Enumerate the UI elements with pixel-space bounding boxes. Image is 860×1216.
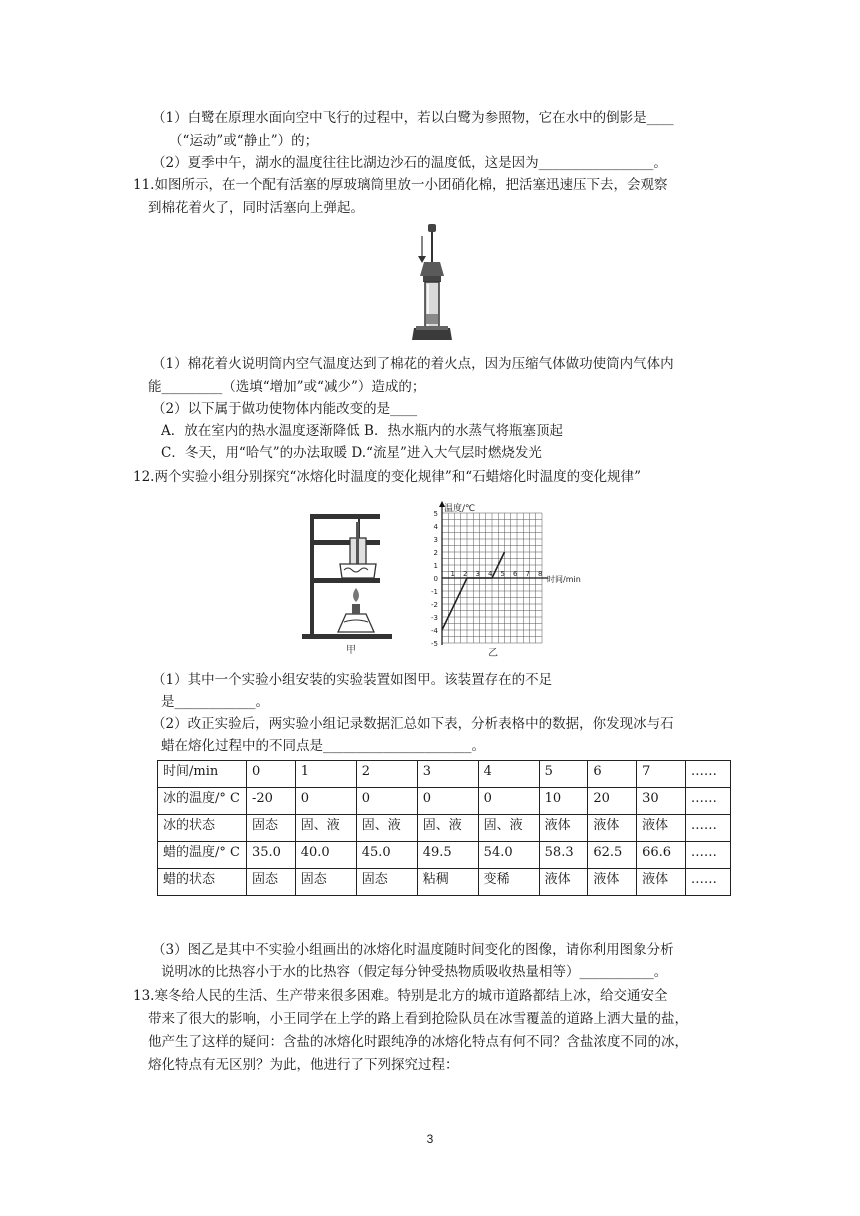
x-tick-label: 2 bbox=[463, 570, 468, 578]
table-cell: 粘稠 bbox=[417, 869, 478, 896]
table-row bbox=[158, 842, 731, 869]
table-cell: 1 bbox=[295, 761, 356, 788]
table-cell: 4 bbox=[478, 761, 539, 788]
table-cell: 时间/min bbox=[158, 761, 247, 788]
q10-part2: （2）夏季中午，湖水的温度往往比湖边沙石的温度低，这是因为_________________。 bbox=[152, 155, 667, 171]
table-cell: 固态 bbox=[356, 869, 417, 896]
table-cell: 液体 bbox=[637, 815, 686, 842]
table-row bbox=[158, 815, 731, 842]
y-tick-label: 1 bbox=[433, 562, 438, 570]
table-cell: 35.0 bbox=[247, 842, 296, 869]
x-tick-label: 8 bbox=[538, 570, 543, 578]
table-cell: 冰的温度/° C bbox=[158, 788, 247, 815]
y-tick-label: 2 bbox=[433, 549, 438, 557]
q11-stem-line2: 到棉花着火了，同时活塞向上弹起。 bbox=[148, 200, 364, 216]
q11-options-cd: C．冬天，用“哈气”的办法取暖 D.“流星”进入大气层时燃烧发光 bbox=[161, 445, 542, 461]
table-cell: 液体 bbox=[637, 869, 686, 896]
table-cell: 45.0 bbox=[356, 842, 417, 869]
table-cell: 0 bbox=[295, 788, 356, 815]
apparatus-figure-jia bbox=[300, 510, 400, 656]
table-cell: 40.0 bbox=[295, 842, 356, 869]
table-cell: 0 bbox=[417, 788, 478, 815]
table-cell: 蜡的温度/° C bbox=[158, 842, 247, 869]
table-cell: 66.6 bbox=[637, 842, 686, 869]
q11-part1-line2: 能_________（选填“增加”或“减少”）造成的； bbox=[148, 379, 426, 395]
q12-part1-line2: 是____________。 bbox=[161, 694, 269, 710]
y-tick-label: 3 bbox=[433, 536, 438, 544]
x-tick-label: 3 bbox=[475, 570, 480, 578]
q12-stem: 12.两个实验小组分别探究“冰熔化时温度的变化规律”和“石蜡熔化时温度的变化规律” bbox=[133, 469, 642, 485]
q12-part1-line1: （1）其中一个实验小组安装的实验装置如图甲。该装置存在的不足 bbox=[152, 672, 553, 688]
q12-part2-line1: （2）改正实验后，两实验小组记录数据汇总如下表，分析表格中的数据，你发现冰与石 bbox=[152, 716, 674, 732]
ice-melting-graph-yi bbox=[420, 500, 581, 660]
table-cell: …… bbox=[685, 869, 730, 896]
x-tick-label: 7 bbox=[525, 570, 530, 578]
table-cell: 液体 bbox=[539, 815, 588, 842]
table-cell: 20 bbox=[588, 788, 637, 815]
table-cell: …… bbox=[685, 788, 730, 815]
x-tick-label: 5 bbox=[500, 570, 505, 578]
jia-label: 甲 bbox=[346, 645, 356, 656]
table-cell: …… bbox=[685, 815, 730, 842]
page-number: 3 bbox=[426, 1132, 434, 1146]
table-cell: 固态 bbox=[295, 869, 356, 896]
table-cell: 49.5 bbox=[417, 842, 478, 869]
q13-line3: 他产生了这样的疑问：含盐的冰熔化时跟纯净的冰熔化特点有何不同？含盐浓度不同的冰， bbox=[148, 1034, 688, 1050]
x-tick-label: 4 bbox=[488, 570, 493, 578]
table-cell: 5 bbox=[539, 761, 588, 788]
table-row bbox=[158, 788, 731, 815]
y-tick-label: -4 bbox=[431, 627, 438, 635]
table-cell: 10 bbox=[539, 788, 588, 815]
table-cell: 固、液 bbox=[417, 815, 478, 842]
table-cell: 7 bbox=[637, 761, 686, 788]
q13-line2: 带来了很大的影响，小王同学在上学的路上看到抢险队员在冰雪覆盖的道路上洒大量的盐， bbox=[148, 1011, 688, 1027]
x-tick-label: 6 bbox=[513, 570, 518, 578]
y-tick-label: -1 bbox=[431, 588, 438, 596]
y-tick-label: -3 bbox=[431, 614, 438, 622]
table-cell: 0 bbox=[247, 761, 296, 788]
yi-label: 乙 bbox=[488, 648, 498, 659]
table-cell: 30 bbox=[637, 788, 686, 815]
y-tick-label: -2 bbox=[431, 601, 438, 609]
table-row bbox=[158, 869, 731, 896]
q12-part3-line2: 说明冰的比热容小于水的比热容（假定每分钟受热物质吸收热量相等）___________。 bbox=[161, 964, 668, 980]
table-cell: 固、液 bbox=[478, 815, 539, 842]
table-cell: 6 bbox=[588, 761, 637, 788]
table-cell: 变稀 bbox=[478, 869, 539, 896]
table-cell: 液体 bbox=[588, 815, 637, 842]
q12-part3-line1: （3）图乙是其中不实验小组画出的冰熔化时温度随时间变化的图像，请你利用图象分析 bbox=[152, 942, 674, 958]
y-tick-label: -5 bbox=[431, 640, 438, 648]
table-cell: 固态 bbox=[247, 815, 296, 842]
graph-x-axis-label: 时间/min bbox=[547, 575, 581, 584]
table-cell: 蜡的状态 bbox=[158, 869, 247, 896]
table-cell: 固、液 bbox=[295, 815, 356, 842]
table-row bbox=[158, 761, 731, 788]
q11-part1-line1: （1）棉花着火说明筒内空气温度达到了棉花的着火点，因为压缩气体做功使筒内气体内 bbox=[152, 356, 674, 372]
table-cell: 2 bbox=[356, 761, 417, 788]
q11-stem-line1: 11.如图所示，在一个配有活塞的厚玻璃筒里放一小团硝化棉，把活塞迅速压下去，会观察 bbox=[133, 177, 668, 193]
y-tick-label: 4 bbox=[433, 523, 438, 531]
table-cell: 固、液 bbox=[356, 815, 417, 842]
graph-y-axis-label: 温度/℃ bbox=[444, 504, 476, 514]
x-tick-label: 1 bbox=[450, 570, 455, 578]
table-cell: 液体 bbox=[539, 869, 588, 896]
table-cell: 62.5 bbox=[588, 842, 637, 869]
y-tick-label: 0 bbox=[433, 575, 438, 583]
q10-part1-line2: （“运动”或“静止”）的； bbox=[169, 133, 319, 149]
q11-options-ab: A．放在室内的热水温度逐渐降低 B．热水瓶内的水蒸气将瓶塞顶起 bbox=[161, 423, 563, 439]
table-cell: 冰的状态 bbox=[158, 815, 247, 842]
q11-part2: （2）以下属于做功使物体内能改变的是____ bbox=[152, 401, 418, 417]
table-cell: …… bbox=[685, 761, 730, 788]
table-cell: 0 bbox=[478, 788, 539, 815]
q12-part2-line2: 蜡在熔化过程中的不同点是______________________。 bbox=[161, 738, 485, 754]
table-cell: …… bbox=[685, 842, 730, 869]
q13-line1: 13.寒冬给人民的生活、生产带来很多困难。特别是北方的城市道路都结上冰，给交通安全 bbox=[133, 988, 668, 1004]
table-cell: 固态 bbox=[247, 869, 296, 896]
table-cell: 54.0 bbox=[478, 842, 539, 869]
piston-cylinder-figure bbox=[408, 222, 456, 346]
table-cell: 58.3 bbox=[539, 842, 588, 869]
table-cell: 液体 bbox=[588, 869, 637, 896]
y-tick-label: 5 bbox=[433, 510, 438, 518]
q10-part1-line1: （1）白鹭在原理水面向空中飞行的过程中，若以白鹭为参照物，它在水中的倒影是____ bbox=[152, 110, 674, 126]
table-cell: 3 bbox=[417, 761, 478, 788]
graph-x-ticks bbox=[451, 570, 543, 578]
table-cell: -20 bbox=[247, 788, 296, 815]
q13-line4: 熔化特点有无区别？为此，他进行了下列探究过程： bbox=[148, 1057, 459, 1073]
melting-data-table bbox=[157, 760, 731, 896]
table-cell: 0 bbox=[356, 788, 417, 815]
graph-y-ticks bbox=[431, 510, 439, 648]
